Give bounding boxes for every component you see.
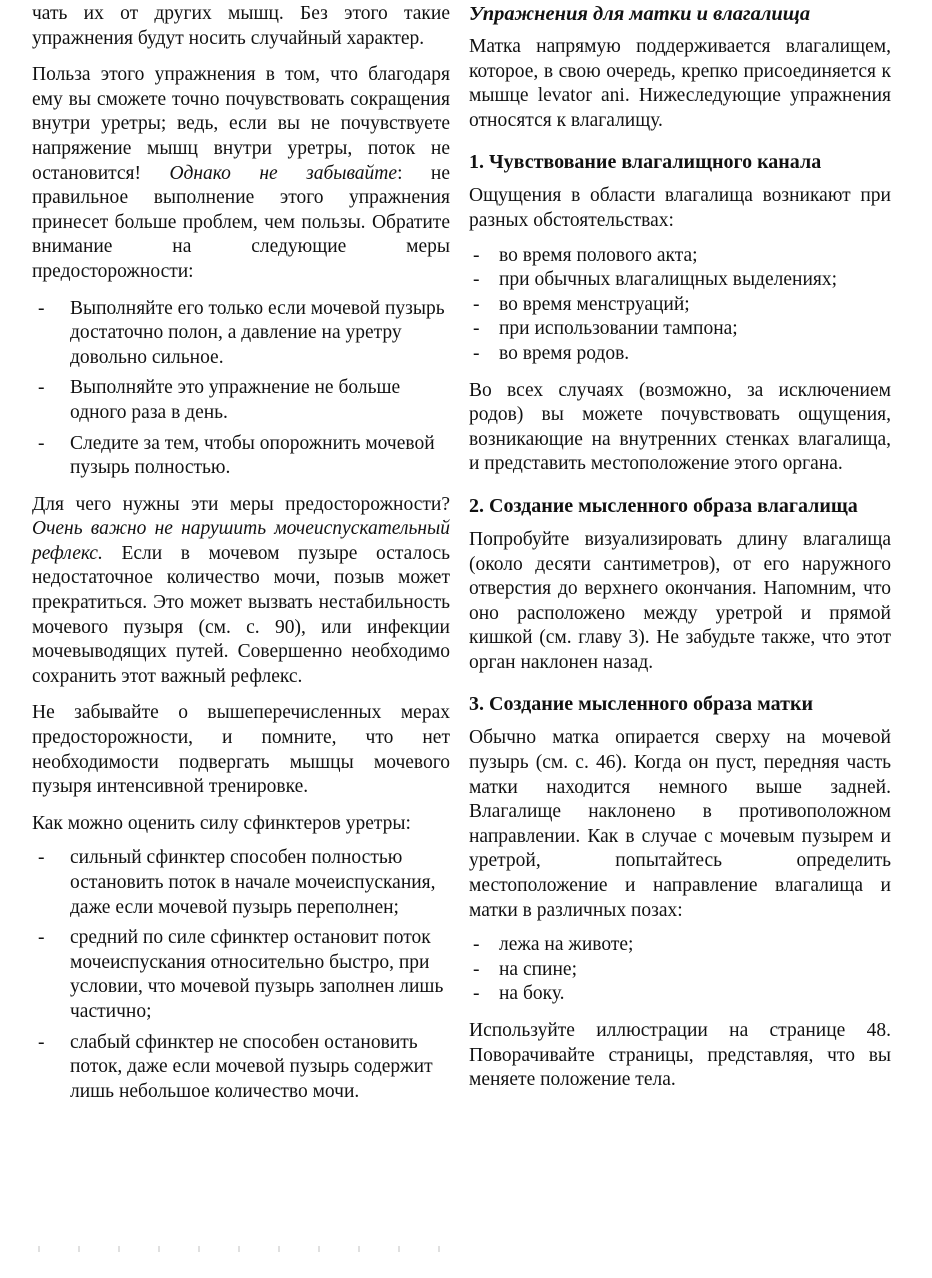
emphasis: Однако не забывайте [169, 162, 398, 184]
list-item [471, 958, 891, 983]
list-item-text: при обычных влагалищных выделениях; [499, 269, 838, 291]
list-item-text: на спине; [499, 958, 577, 980]
list-item [32, 376, 450, 425]
list-item-text: Выполняйте его только если мочевой пузырь достаточно полон, а давление на уретру довольно сильное. [70, 297, 445, 368]
dash-bullet: - [38, 432, 45, 454]
list-item [471, 982, 891, 1007]
text: Польза этого упражнения в том, что благодаря ему вы сможете точно почувствовать сокращения внутри уретры; ведь, если вы не почувствуете напряжение мышц внутри уретры, поток не остановится! [32, 64, 450, 184]
exercise-1-heading: 1. Чувствование влагалищного канала [469, 151, 822, 174]
list-item [471, 268, 891, 293]
list-item [471, 293, 891, 318]
list-item-text: слабый сфинктер не способен остановить поток, даже если мочевой пузырь содержит лишь небольшое количество мочи. [70, 1031, 433, 1102]
list-item-text: Выполняйте это упражнение не больше одного раза в день. [70, 377, 401, 423]
list-item-text: во время родов. [499, 342, 630, 364]
right-column [469, 2, 891, 1105]
exercise-1-list [469, 244, 891, 367]
paragraph-why-precautions [32, 493, 450, 690]
list-item-text: при использовании тампона; [499, 318, 738, 340]
exercise-1-lead: Ощущения в области влагалища возникают при разных обстоятельствах: [469, 185, 891, 231]
list-item-text: сильный сфинктер способен полностью остановить поток в начале мочеиспускания, даже если мочевой пузырь переполнен; [70, 847, 436, 918]
list-item [32, 297, 450, 371]
paragraph-sphincter-question: Как можно оценить силу сфинктеров уретры: [32, 812, 411, 834]
dash-bullet: - [473, 934, 480, 956]
dash-bullet: - [38, 1031, 45, 1053]
paragraph-reminder: Не забывайте о вышеперечисленных мерах предосторожности, и помните, что нет необходимости подвергать мышцы мочевого пузыря интенсивной тренировке. [32, 702, 450, 798]
text: Для чего нужны эти меры предосторожности? [32, 493, 450, 515]
exercise-3-after: Используйте иллюстрации на странице 48. Поворачивайте страницы, представляя, что вы меняете положение тела. [469, 1020, 891, 1091]
list-item-text: во время полового акта; [499, 244, 698, 266]
section-title: Упражнения для матки и влагалища [469, 3, 811, 25]
scan-noise [20, 1246, 440, 1252]
precautions-list [32, 297, 450, 481]
dash-bullet: - [473, 318, 480, 340]
dash-bullet: - [473, 983, 480, 1005]
dash-bullet: - [38, 297, 45, 319]
list-item-text: Следите за тем, чтобы опорожнить мочевой пузырь полностью. [70, 432, 435, 479]
emphasis: Очень важно не нарушить мочеиспускательный рефлекс. [32, 518, 450, 564]
list-item [471, 244, 891, 269]
list-item [471, 933, 891, 958]
list-item [32, 926, 450, 1024]
list-item [32, 432, 450, 481]
left-column [32, 2, 450, 1116]
list-item-text: средний по силе сфинктер остановит поток мочеиспускания относительно быстро, при условии, что мочевой пузырь заполнен лишь частично; [70, 927, 444, 1022]
dash-bullet: - [473, 958, 480, 980]
exercise-2-body: Попробуйте визуализировать длину влагалища (около десяти сантиметров), от его наружного отверстия до верхнего окончания. Напомним, что оно расположено между уретрой и прямой кишкой (см. главу 3). Не забудьте также, что этот орган наклонен назад. [469, 528, 891, 673]
sphincter-list [32, 846, 450, 1104]
list-item [471, 317, 891, 342]
dash-bullet: - [38, 377, 45, 399]
text: Если в мочевом пузыре осталось недостаточное количество мочи, позыв может прекратиться. Это может вызвать нестабильность мочевого пузыря (см. с. 90), или инфекции мочевыводящих путей. Совершенно необходимо сохранить этот важный рефлекс. [32, 542, 450, 687]
text: : не правильное выполнение этого упражнения принесет больше проблем, чем пользы. Обратите внимание на следующие меры предосторожности: [32, 162, 450, 282]
list-item-text: во время менструаций; [499, 293, 690, 315]
list-item-text: на боку. [499, 983, 565, 1005]
exercise-2-heading: 2. Создание мысленного образа влагалища [469, 494, 858, 517]
list-item-text: лежа на животе; [499, 934, 634, 956]
paragraph-benefit [32, 63, 450, 284]
dash-bullet: - [473, 293, 480, 315]
list-item [32, 846, 450, 920]
paragraph-intro: Матка напрямую поддерживается влагалищем, которое, в свою очередь, крепко присоединяется к мышце levator ani. Нижеследующие упражнения относятся к влагалищу. [469, 36, 891, 131]
dash-bullet: - [38, 847, 45, 869]
dash-bullet: - [473, 244, 480, 266]
dash-bullet: - [38, 927, 45, 949]
dash-bullet: - [473, 342, 480, 364]
exercise-3-body: Обычно матка опирается сверху на мочевой пузырь (см. с. 46). Когда он пуст, передняя часть матки находится немного выше задней. Влагалище наклонено в противоположном направлении. Как в случае с мочевым пузырем и уретрой, попытайтесь определить местоположение и направление влагалища и матки в различных позах: [469, 727, 891, 921]
exercise-3-heading: 3. Создание мысленного образа матки [469, 693, 814, 716]
dash-bullet: - [473, 269, 480, 291]
list-item [32, 1031, 450, 1105]
exercise-3-list [469, 933, 891, 1007]
exercise-1-after: Во всех случаях (возможно, за исключением родов) вы можете почувствовать ощущения, возникающие на внутренних стенках влагалища, и представить местоположение этого органа. [469, 379, 891, 475]
list-item [471, 342, 891, 367]
paragraph-intro-continuation: чать их от других мышц. Без этого такие упражнения будут носить случайный характер. [32, 3, 450, 49]
